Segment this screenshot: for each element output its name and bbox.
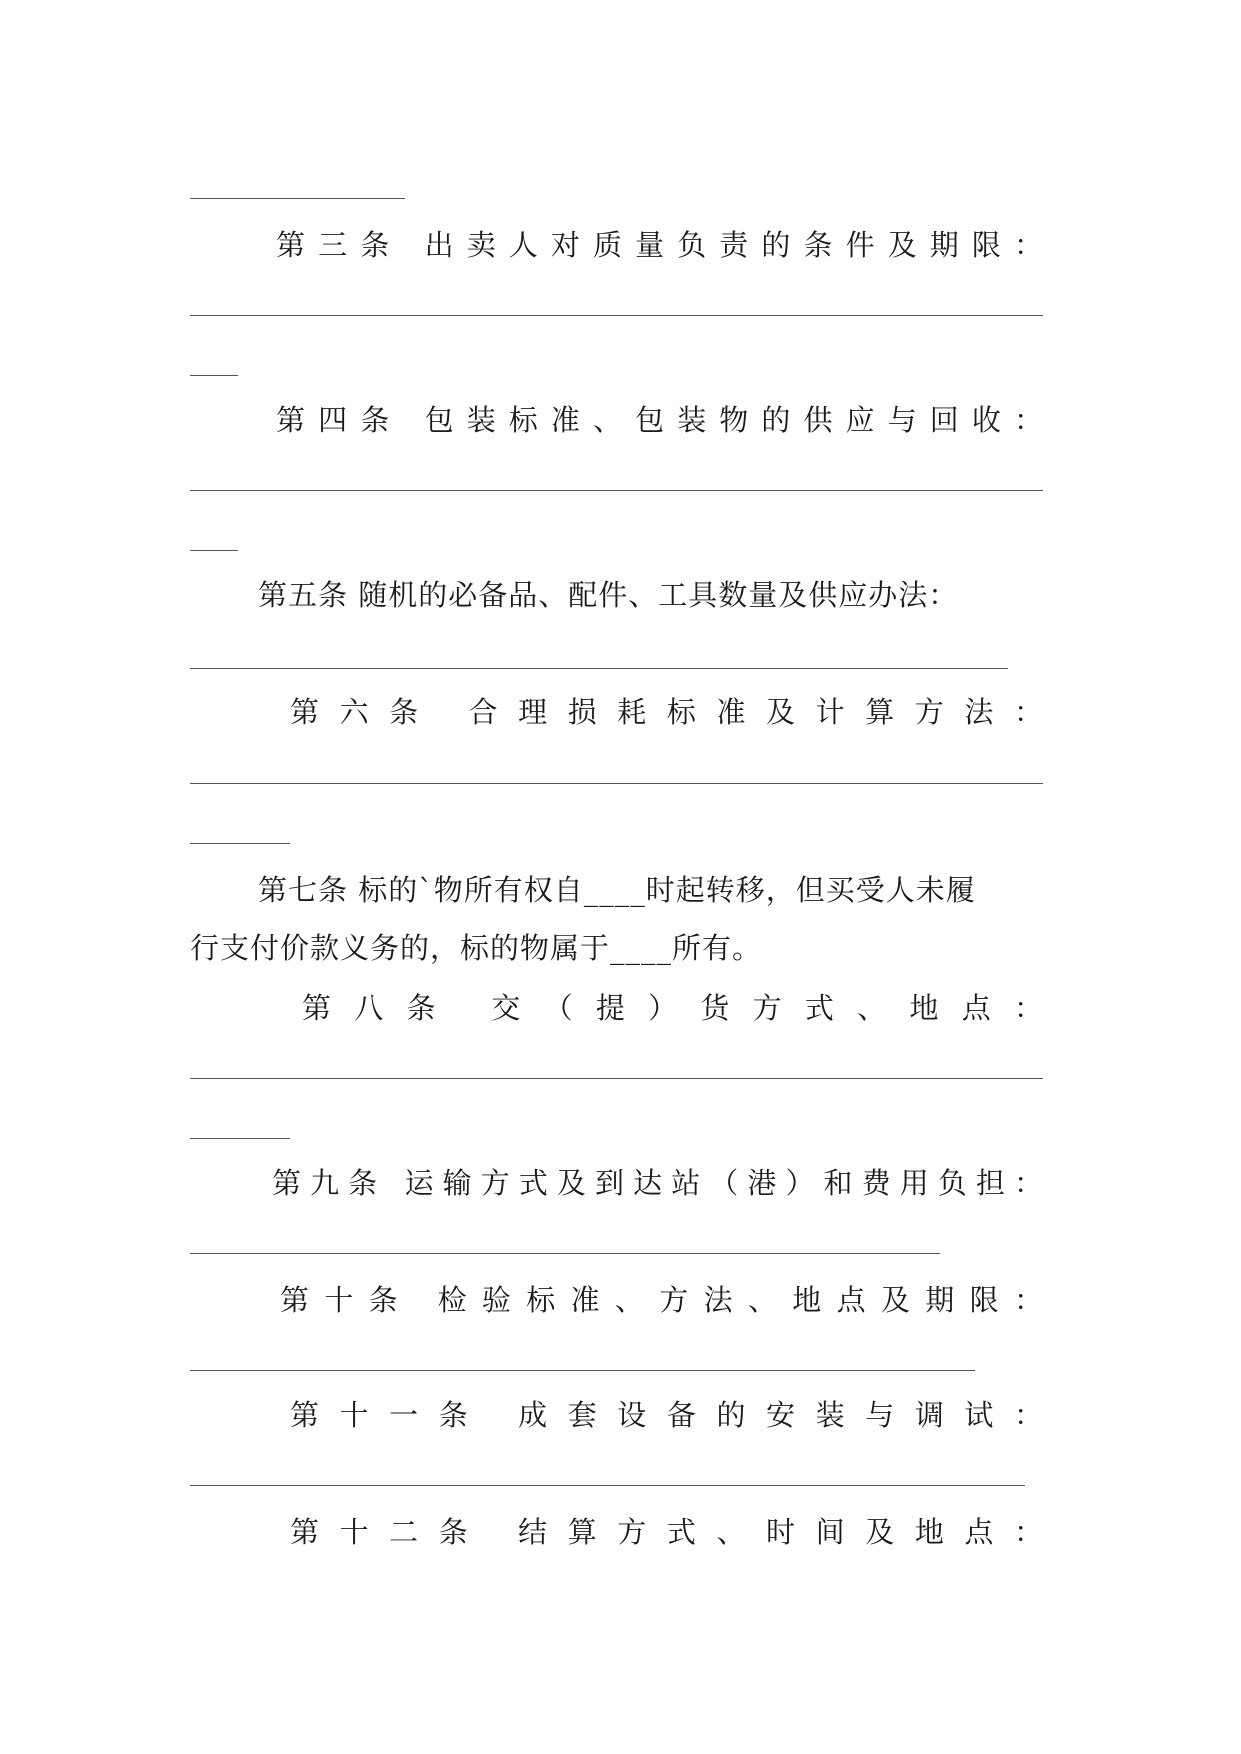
clause-3: 第三条 出卖人对质量负责的条件及期限： (276, 228, 1043, 262)
blank-fill-line (190, 1485, 1025, 1486)
clause-4: 第四条 包装标准、包装物的供应与回收： (276, 403, 1043, 437)
blank-fill-line (190, 490, 1043, 491)
blank-fill-line (190, 843, 290, 844)
clause-8: 第八条 交（提）货方式、地点： (302, 991, 1043, 1025)
blank-fill-line (190, 375, 238, 376)
blank-fill-line (190, 550, 238, 551)
blank-fill-line (190, 1253, 940, 1254)
clause-7-line-2: 行支付价款义务的，标的物属于____所有。 (190, 931, 763, 965)
blank-fill-line (190, 668, 1008, 669)
clause-6: 第六条 合理损耗标准及计算方法： (290, 695, 1043, 729)
clause-11: 第十一条 成套设备的安装与调试： (290, 1398, 1043, 1432)
clause-5: 第五条 随机的必备品、配件、工具数量及供应办法： (258, 578, 959, 612)
clause-7-line-1: 第七条 标的`物所有权自____时起转移，但买受人未履 (258, 873, 976, 907)
clause-10: 第十条 检验标准、方法、地点及期限： (280, 1283, 1043, 1317)
blank-fill-line (190, 1370, 975, 1371)
clause-9: 第九条 运输方式及到达站（港）和费用负担： (272, 1166, 1043, 1200)
blank-fill-line (190, 315, 1043, 316)
clause-12: 第十二条 结算方式、时间及地点： (290, 1515, 1043, 1549)
blank-fill-line (190, 1138, 290, 1139)
blank-fill-line (190, 783, 1043, 784)
blank-fill-line (190, 1078, 1043, 1079)
blank-fill-line (190, 198, 405, 199)
